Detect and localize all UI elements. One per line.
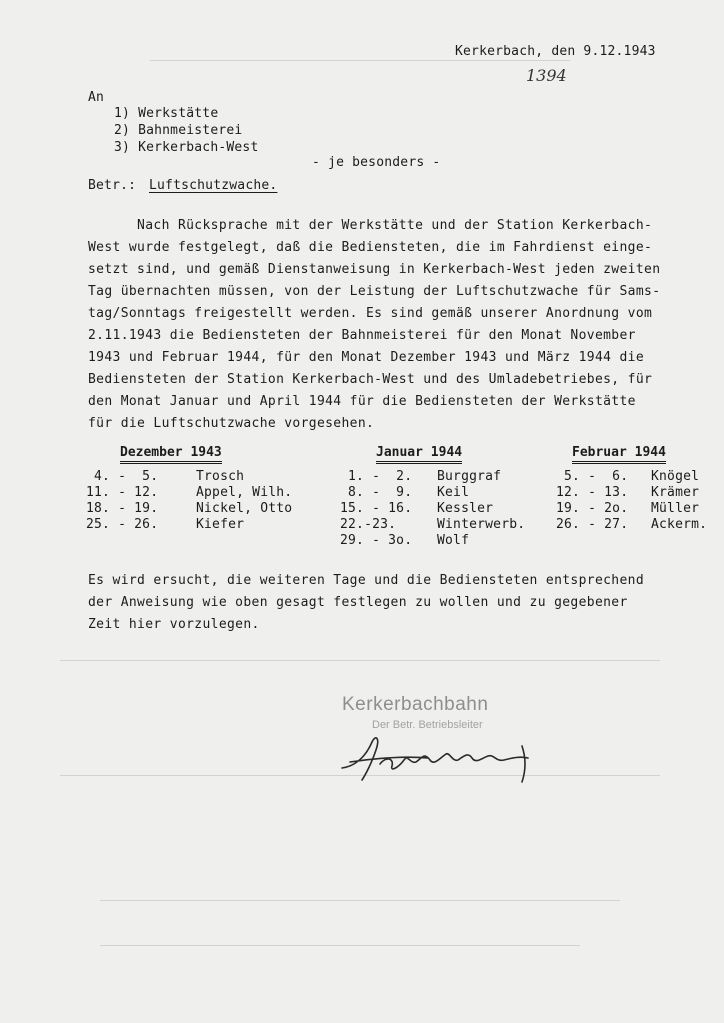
body-line: 1943 und Februar 1944, für den Monat Dezember 1943 und März 1944 die — [88, 350, 645, 365]
schedule-dates: 1. - 2. — [340, 469, 413, 484]
recipient-item: 2) Bahnmeisterei — [114, 123, 243, 138]
schedule-name: Trosch — [196, 469, 245, 484]
schedule-month-heading — [376, 445, 462, 460]
schedule-name: Burggraf — [437, 469, 502, 484]
schedule-dates: 19. - 2o. — [556, 501, 629, 516]
schedule-month-label: Januar 1944 — [376, 445, 462, 464]
recipient-item: 3) Kerkerbach-West — [114, 140, 259, 155]
body-line: Zeit hier vorzulegen. — [88, 617, 260, 632]
subject-text: Luftschutzwache. — [149, 178, 278, 193]
body-line: 2.11.1943 die Bediensteten der Bahnmeisterei für den Monat November — [88, 328, 636, 343]
recipient-prefix: An — [88, 90, 105, 105]
signature-icon — [336, 728, 550, 786]
body-line: tag/Sonntags freigestellt werden. Es sind gemäß unserer Anordnung vom — [88, 306, 653, 321]
schedule-name: Kiefer — [196, 517, 245, 532]
schedule-month-heading — [120, 445, 222, 460]
bleed-through-line — [100, 900, 620, 901]
schedule-month-label: Dezember 1943 — [120, 445, 222, 464]
schedule-name: Kessler — [437, 501, 494, 516]
schedule-dates: 26. - 27. — [556, 517, 629, 532]
recipient-item: 1) Werkstätte — [114, 106, 219, 121]
body-line: für die Luftschutzwache vorgesehen. — [88, 416, 375, 431]
schedule-dates: 5. - 6. — [556, 469, 629, 484]
bleed-through-line — [60, 660, 660, 661]
body-line: West wurde festgelegt, daß die Bediensteten, die im Fahrdienst einge- — [88, 240, 653, 255]
body-line: Nach Rücksprache mit der Werkstätte und der Station Kerkerbach- — [88, 218, 653, 233]
schedule-name: Appel, Wilh. — [196, 485, 293, 500]
stamp-role: Der Betr. Betriebsleiter — [372, 719, 483, 731]
place-date: Kerkerbach, den 9.12.1943 — [455, 44, 656, 59]
schedule-name: Keil — [437, 485, 470, 500]
schedule-name: Nickel, Otto — [196, 501, 293, 516]
schedule-dates: 15. - 16. — [340, 501, 413, 516]
schedule-dates: 8. - 9. — [340, 485, 413, 500]
schedule-name: Winterwerb. — [437, 517, 526, 532]
schedule-name: Müller — [651, 501, 700, 516]
schedule-dates: 4. - 5. — [86, 469, 159, 484]
schedule-month-heading — [572, 445, 666, 460]
schedule-name: Wolf — [437, 533, 470, 548]
schedule-month-label: Februar 1944 — [572, 445, 666, 464]
schedule-name: Krämer — [651, 485, 700, 500]
body-line: der Anweisung wie oben gesagt festlegen zu wollen und zu gegebener — [88, 595, 628, 610]
subject-label: Betr.: — [88, 178, 137, 193]
company-stamp: Kerkerbachbahn — [342, 694, 489, 715]
body-line: Tag übernachten müssen, von der Leistung der Luftschutzwache für Sams- — [88, 284, 661, 299]
schedule-dates: 18. - 19. — [86, 501, 159, 516]
schedule-name: Knögel — [651, 469, 700, 484]
recipient-note: - je besonders - — [312, 155, 441, 170]
schedule-dates: 22.-23. — [340, 517, 413, 532]
body-line: Es wird ersucht, die weiteren Tage und die Bediensteten entsprechend — [88, 573, 645, 588]
body-line: Bediensteten der Station Kerkerbach-West und des Umladebetriebes, für — [88, 372, 653, 387]
schedule-dates: 29. - 3o. — [340, 533, 413, 548]
body-line: den Monat Januar und April 1944 für die Bediensteten der Werkstätte — [88, 394, 636, 409]
schedule-dates: 12. - 13. — [556, 485, 629, 500]
bleed-through-line — [150, 60, 570, 61]
bleed-through-line — [100, 945, 580, 946]
schedule-dates: 25. - 26. — [86, 517, 159, 532]
body-line: setzt sind, und gemäß Dienstanweisung in Kerkerbach-West jeden zweiten — [88, 262, 661, 277]
schedule-dates: 11. - 12. — [86, 485, 159, 500]
schedule-name: Ackerm. — [651, 517, 708, 532]
handwritten-number: 1394 — [526, 66, 567, 85]
